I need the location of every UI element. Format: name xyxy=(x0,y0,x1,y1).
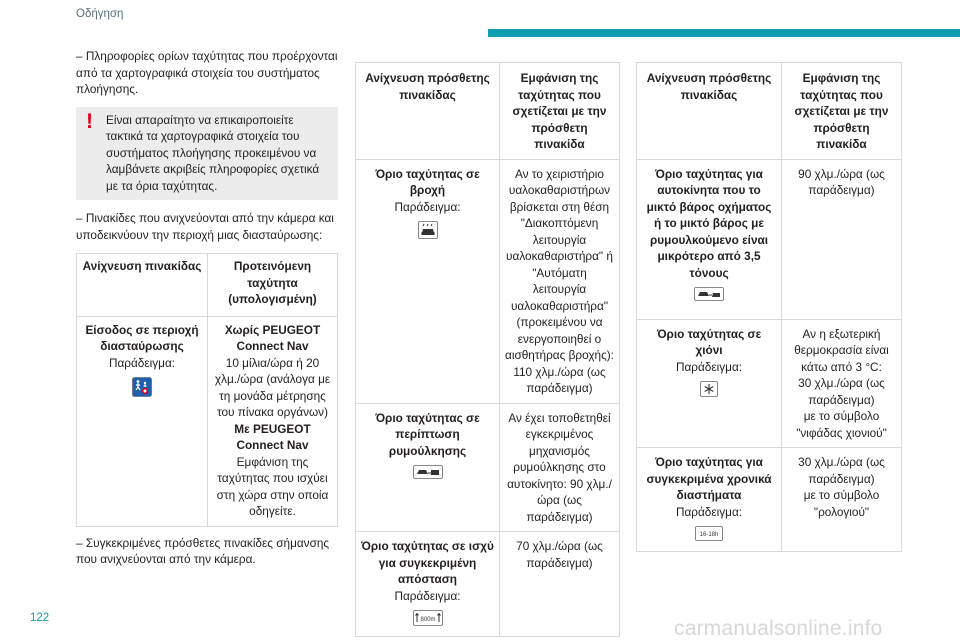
snow-condition-text: Αν η εξωτερική θερμοκρασία είναι κάτω από 3 °C: xyxy=(794,326,889,374)
warning-note-text: Είναι απαραίτητο να επικαιροποιείτε τακτικά τα χαρτογραφικά στοιχεία του συστήματος πλοήγησης προκειμένου να λαμβάνετε ακριβείς πληροφορίες σχετικά με τα όρια ταχύτητας. xyxy=(106,112,320,193)
table-header-cell: Ανίχνευση πρόσθετης πινακίδας xyxy=(637,63,782,160)
table-header-cell: Εμφάνιση της ταχύτητας που σχετίζεται με την πρόσθετη πινακίδα xyxy=(500,63,620,160)
time-sign-text: 16-18h xyxy=(699,532,719,538)
time-symbol-text: με το σύμβολο "ρολογιού" xyxy=(803,488,880,519)
table-cell xyxy=(356,532,500,637)
section-header: Οδήγηση xyxy=(76,8,124,20)
sign-title: Όριο ταχύτητας σε βροχή xyxy=(375,166,480,197)
table-cell xyxy=(782,319,902,448)
junction-bullet: – Πινακίδες που ανιχνεύονται από την κάμερα και υποδεικνύουν την περιοχή μιας διασταύρωσης: xyxy=(76,211,334,242)
table-cell xyxy=(77,316,208,526)
example-label: Παράδειγμα: xyxy=(675,359,743,374)
table-header-cell: Προτεινόμενη ταχύτητα (υπολογισμένη) xyxy=(208,254,338,317)
table-cell xyxy=(637,159,782,319)
rain-car-icon xyxy=(418,221,438,239)
snow-symbol-text: με το σύμβολο "νιφάδας χιονιού" xyxy=(796,409,887,440)
connect-nav-with-text: Εμφάνιση της ταχύτητας που ισχύει στη χώρα στην οποία οδηγείτε. xyxy=(216,454,329,518)
nav-data-bullet: – Πληροφορίες ορίων ταχύτητας που προέρχονται από τα χαρτογραφικά στοιχεία του συστήματος πλοήγησης. xyxy=(76,49,338,96)
time-period-sign-icon xyxy=(695,526,723,541)
additional-sign-table-1 xyxy=(355,62,620,637)
car-trailer-icon xyxy=(694,287,724,301)
distance-sign-text: 800m xyxy=(419,617,436,623)
table-cell xyxy=(782,448,902,552)
sign-title: Όριο ταχύτητας σε ισχύ για συγκεκριμένη απόσταση xyxy=(361,539,494,586)
example-label: Παράδειγμα: xyxy=(394,588,461,603)
connect-nav-with-heading: Με PEUGEOT Connect Nav xyxy=(234,421,311,452)
page-number: 122 xyxy=(30,612,50,624)
pedestrian-zone-sign-icon xyxy=(132,377,152,397)
sign-title: Όριο ταχύτητας για συγκεκριμένα χρονικά διαστήματα xyxy=(646,455,772,502)
table-cell: 70 χλμ./ώρα (ως παράδειγμα) xyxy=(500,532,620,637)
watermark: carmanualsonline.info xyxy=(674,617,883,640)
table-cell xyxy=(637,448,782,552)
table-cell xyxy=(356,159,500,403)
table-header-cell: Εμφάνιση της ταχύτητας που σχετίζεται με την πρόσθετη πινακίδα xyxy=(782,63,902,160)
table-header-cell: Ανίχνευση πινακίδας xyxy=(77,254,208,317)
table-cell xyxy=(356,403,500,532)
connect-nav-without-text: 10 μίλια/ώρα ή 20 χλμ./ώρα (ανάλογα με τη μονάδα μέτρησης του πίνακα οργάνων) xyxy=(214,355,331,419)
sign-title: Όριο ταχύτητας για αυτοκίνητα που το μικτό βάρος οχήματος ή το μικτό βάρος με ρυμουλκούμενο είναι μικρότερο από 3,5 τόνους xyxy=(646,166,772,280)
table-cell xyxy=(637,319,782,448)
additional-signs-bullet: – Συγκεκριμένες πρόσθετες πινακίδες σήμανσης που ανιχνεύονται από την κάμερα. xyxy=(76,535,330,566)
example-label: Παράδειγμα: xyxy=(108,355,176,370)
example-label: Παράδειγμα: xyxy=(675,504,743,519)
header-accent-bar xyxy=(488,29,960,37)
example-label: Παράδειγμα: xyxy=(394,199,461,214)
warning-note xyxy=(76,107,338,201)
connect-nav-without-heading: Χωρίς PEUGEOT Connect Nav xyxy=(224,322,321,353)
snow-speed-text: 30 χλμ./ώρα (ως παράδειγμα) xyxy=(798,376,885,407)
sign-title: Όριο ταχύτητας σε χιόνι xyxy=(656,326,762,357)
towing-car-icon xyxy=(413,465,443,479)
sign-title: Όριο ταχύτητας σε περίπτωση ρυμούλκησης xyxy=(375,410,480,458)
table-cell: Αν το χειριστήριο υαλοκαθαριστήρων βρίσκεται στη θέση "Διακοπτόμενη λειτουργία υαλοκαθαριστήρα" ή "Αυτόματη λειτουργία υαλοκαθαριστήρα" (προκειμένου να ενεργοποιηθεί ο αισθητήρας βροχής): 110 χλμ./ώρα (ως παράδειγμα) xyxy=(500,159,620,403)
table-cell: 90 χλμ./ώρα (ως παράδειγμα) xyxy=(782,159,902,319)
time-speed-text: 30 χλμ./ώρα (ως παράδειγμα) xyxy=(798,455,885,486)
additional-sign-table-2 xyxy=(636,62,902,552)
table-cell xyxy=(208,316,338,526)
junction-table xyxy=(76,253,338,527)
table-cell: Αν έχει τοποθετηθεί εγκεκριμένος μηχανισμός ρυμούλκησης στο αυτοκίνητο: 90 χλμ./ώρα (ως παράδειγμα) xyxy=(500,403,620,532)
sign-title: Είσοδος σε περιοχή διασταύρωσης xyxy=(85,322,199,353)
table-header-cell: Ανίχνευση πρόσθετης πινακίδας xyxy=(356,63,500,160)
left-column xyxy=(76,48,338,568)
warning-icon: ! xyxy=(86,109,93,133)
snowflake-icon xyxy=(700,381,718,397)
distance-sign-icon xyxy=(413,610,443,626)
